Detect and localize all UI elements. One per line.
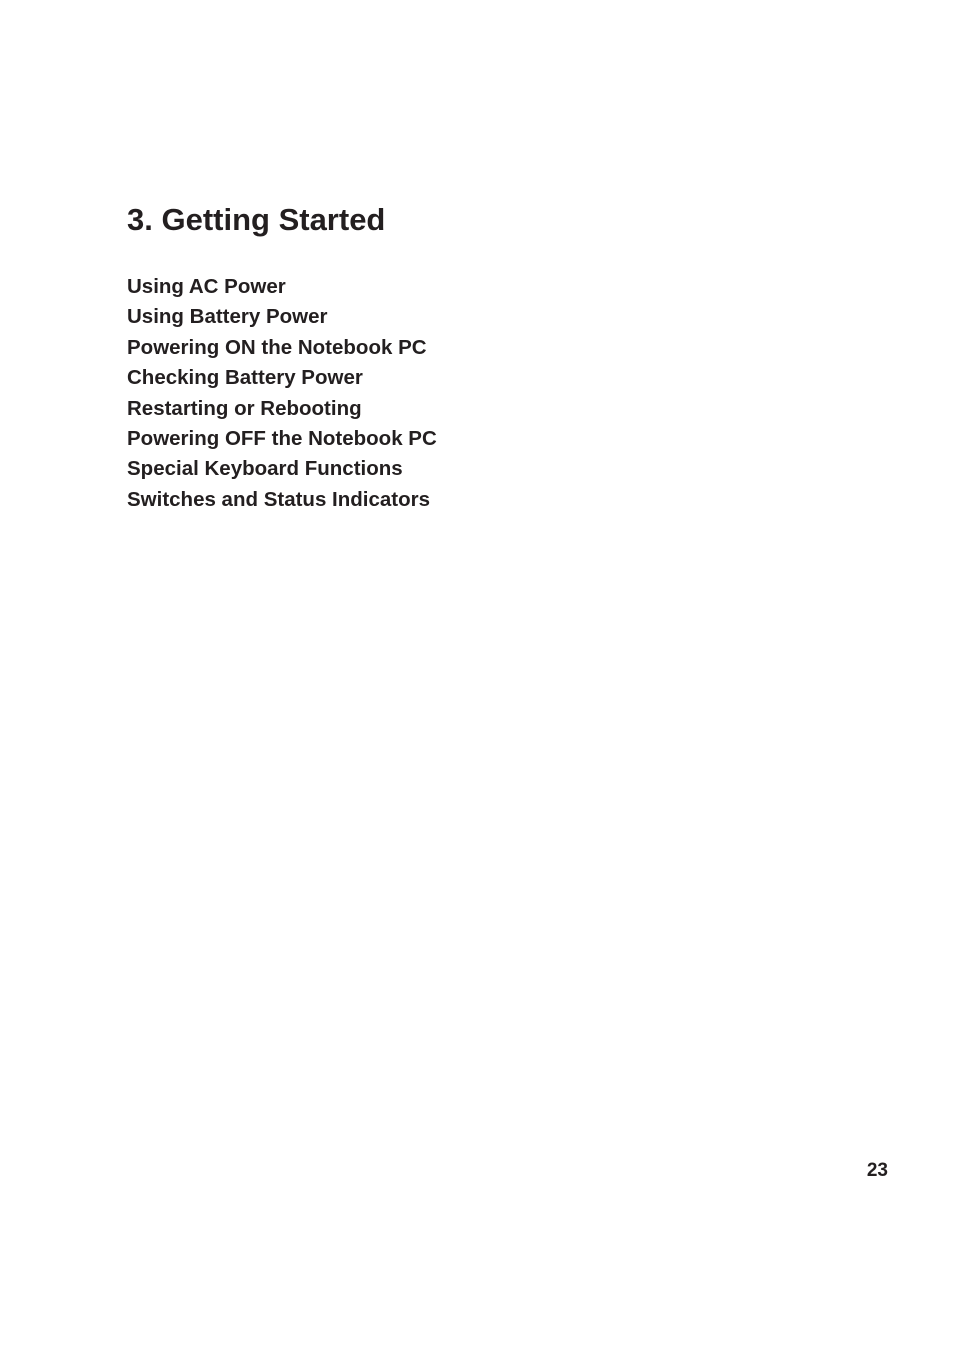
chapter-title: 3. Getting Started	[127, 202, 386, 237]
section-item-using-battery-power: Using Battery Power	[127, 305, 328, 329]
section-item-powering-off: Powering OFF the Notebook PC	[127, 426, 437, 450]
section-item-powering-on: Powering ON the Notebook PC	[127, 335, 427, 359]
section-item-switches-and-status-indicators: Switches and Status Indicators	[127, 487, 431, 511]
page-number: 23	[866, 1160, 888, 1181]
section-item-using-ac-power: Using AC Power	[127, 275, 286, 298]
section-item-special-keyboard-functions: Special Keyboard Functions	[127, 457, 403, 481]
section-item-restarting-or-rebooting: Restarting or Rebooting	[127, 396, 362, 420]
section-item-checking-battery-power: Checking Battery Power	[127, 366, 363, 390]
section-list	[127, 272, 437, 515]
